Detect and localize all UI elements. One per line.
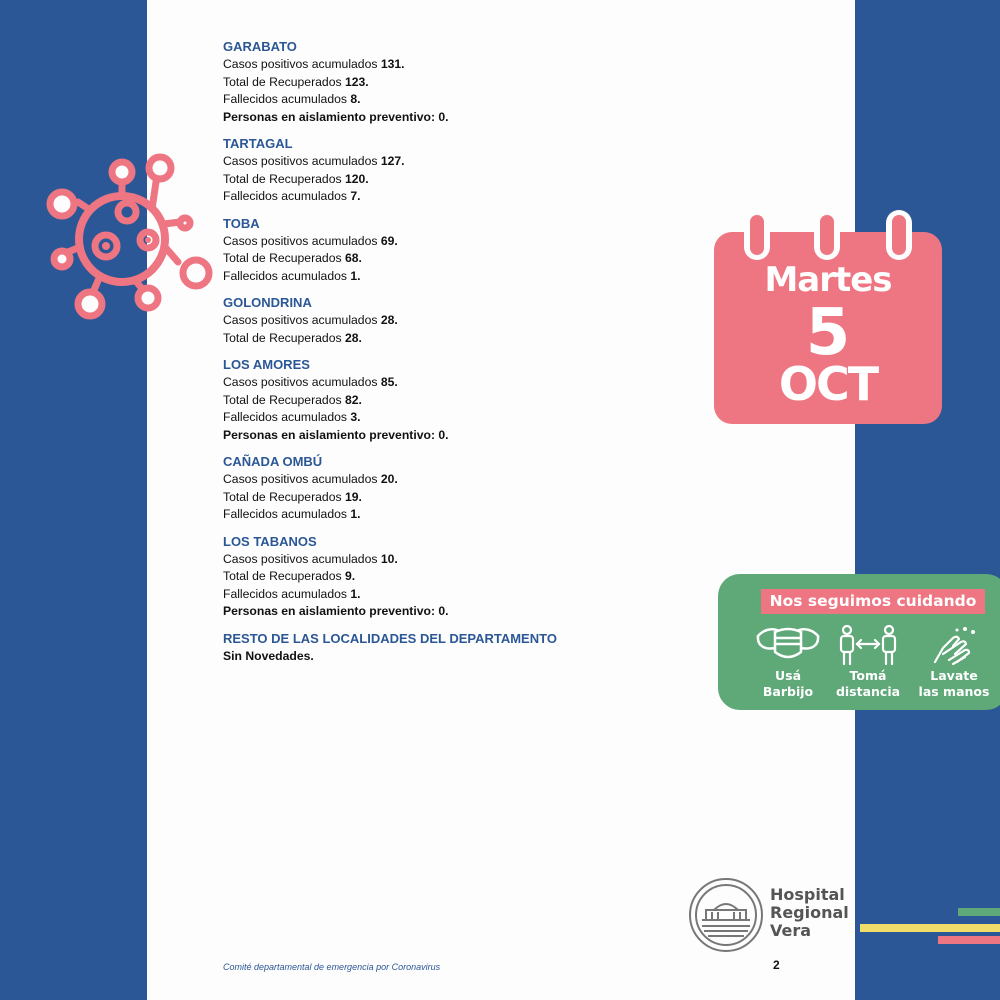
stat-label: Fallecidos acumulados [223,92,351,106]
stat-value: 28. [344,330,362,345]
stripe-yellow [860,924,1000,932]
stat-value: 1. [350,586,361,601]
locality-title: LOS TABANOS [223,533,317,549]
stat-value: 19. [344,489,362,504]
stat-label: Total de Recuperados [223,171,345,186]
calendar [714,205,942,425]
stat-value: 131. [380,57,405,71]
locality-title: GARABATO [223,39,297,54]
stat-value: 7. [350,189,361,203]
stat-value: 69. [380,233,398,248]
stat-value: 10. [380,551,398,566]
hospital-name-line3: Vera [770,921,812,940]
stripe-green [958,908,1000,916]
stat-label: Fallecidos acumulados [223,410,351,424]
locality-title: TARTAGAL [223,136,293,151]
stat-label: Personas en aislamiento preventivo: [223,109,439,124]
stat-label: Casos positivos acumulados [223,551,381,566]
stat-label: Total de Recuperados [223,74,345,89]
sections-list [223,38,743,621]
stat-line [223,233,743,251]
stat-line [223,586,743,604]
stat-label: Casos positivos acumulados [223,313,381,327]
stat-value: 0. [438,109,449,124]
stat-line [223,427,743,445]
stat-line [223,374,743,392]
stat-label: Personas en aislamiento preventivo: [223,604,439,618]
stat-line [223,268,743,286]
care-panel [718,574,1000,710]
stat-line [223,568,743,586]
locality-section [223,294,743,347]
rest-section [223,630,743,666]
stat-label: Fallecidos acumulados [223,189,351,203]
handwash-icon [919,624,989,666]
stat-label: Fallecidos acumulados [223,268,351,283]
stat-label: Casos positivos acumulados [223,375,381,389]
stat-value: 1. [350,507,361,521]
stat-value: 0. [438,427,449,442]
stat-label: Casos positivos acumulados [223,154,381,168]
stat-value: 0. [438,604,449,618]
care-title: Nos seguimos cuidando [761,589,985,614]
calendar-number: 5 [805,296,851,370]
left-band [0,0,147,1000]
stat-line [223,250,743,268]
locality-section [223,135,743,206]
stat-line [223,109,743,127]
stat-line [223,551,743,569]
care-label-distance-1: Tomá [849,668,887,683]
locality-title: CAÑADA OMBÚ [223,454,323,469]
stat-line [223,171,743,189]
care-item-distance [828,624,908,698]
distance-icon [833,624,903,666]
hospital-name-line1: Hospital [770,885,845,904]
stat-value: 85. [380,375,398,389]
locality-section [223,38,743,126]
calendar-day: Martes [764,260,892,300]
stat-line [223,489,743,507]
care-label-handwash-1: Lavate [930,668,978,683]
care-label-mask-2: Barbijo [762,684,814,699]
locality-section [223,356,743,444]
stat-line [223,74,743,92]
care-label-mask-1: Usá [774,668,802,683]
stat-label: Fallecidos acumulados [223,507,351,521]
stat-line [223,409,743,427]
stat-line [223,312,743,330]
stat-line [223,188,743,206]
care-label-handwash-2: las manos [918,684,990,699]
stat-line [223,330,743,348]
locality-title: TOBA [223,215,260,231]
stat-value: 28. [380,313,398,327]
hospital-emblem-icon [688,870,768,960]
stat-value: 127. [380,154,405,168]
stat-value: 123. [344,74,369,89]
stat-value: 68. [344,251,362,265]
stat-line [223,56,743,74]
stat-line [223,603,743,621]
stat-label: Total de Recuperados [223,489,345,504]
stat-line [223,471,743,489]
stat-value: 82. [344,392,362,407]
calendar-month: OCT [778,357,878,411]
stat-label: Total de Recuperados [223,569,345,583]
footer-text: Comité departamental de emergencia por Coronavirus [223,962,441,972]
stat-line [223,392,743,410]
locality-section [223,215,743,286]
stat-line [223,506,743,524]
virus-icon [40,152,215,327]
stripe-pink [938,936,1000,944]
stat-value: 9. [344,569,356,583]
stat-label: Casos positivos acumulados [223,233,381,248]
stat-value: 3. [350,410,361,424]
rest-title: RESTO DE LAS LOCALIDADES DEL DEPARTAMENTO [223,630,557,646]
stat-value: 8. [350,92,361,106]
hospital-logo [688,870,858,960]
stat-line [223,91,743,109]
stat-label: Personas en aislamiento preventivo: [223,427,439,442]
locality-section [223,533,743,621]
stat-label: Total de Recuperados [223,392,345,407]
right-band [855,0,1000,1000]
stat-label: Fallecidos acumulados [223,586,351,601]
rest-text: Sin Novedades. [223,648,314,663]
content [223,38,743,674]
stat-line [223,153,743,171]
care-label-distance-2: distancia [835,684,901,699]
hospital-name [770,886,849,940]
stat-label: Casos positivos acumulados [223,57,381,71]
locality-title: LOS AMORES [223,357,310,372]
stat-value: 120. [344,171,369,186]
stat-value: 20. [380,472,398,486]
locality-section [223,453,743,524]
mask-icon [753,624,823,666]
care-item-handwash [914,624,994,698]
care-item-mask [748,624,828,698]
stat-value: 1. [350,268,361,283]
page-number: 2 [773,958,780,972]
stat-label: Casos positivos acumulados [223,472,381,486]
hospital-name-line2: Regional [770,903,849,922]
stat-label: Total de Recuperados [223,330,345,345]
stat-label: Total de Recuperados [223,251,345,265]
locality-title: GOLONDRINA [223,295,312,310]
